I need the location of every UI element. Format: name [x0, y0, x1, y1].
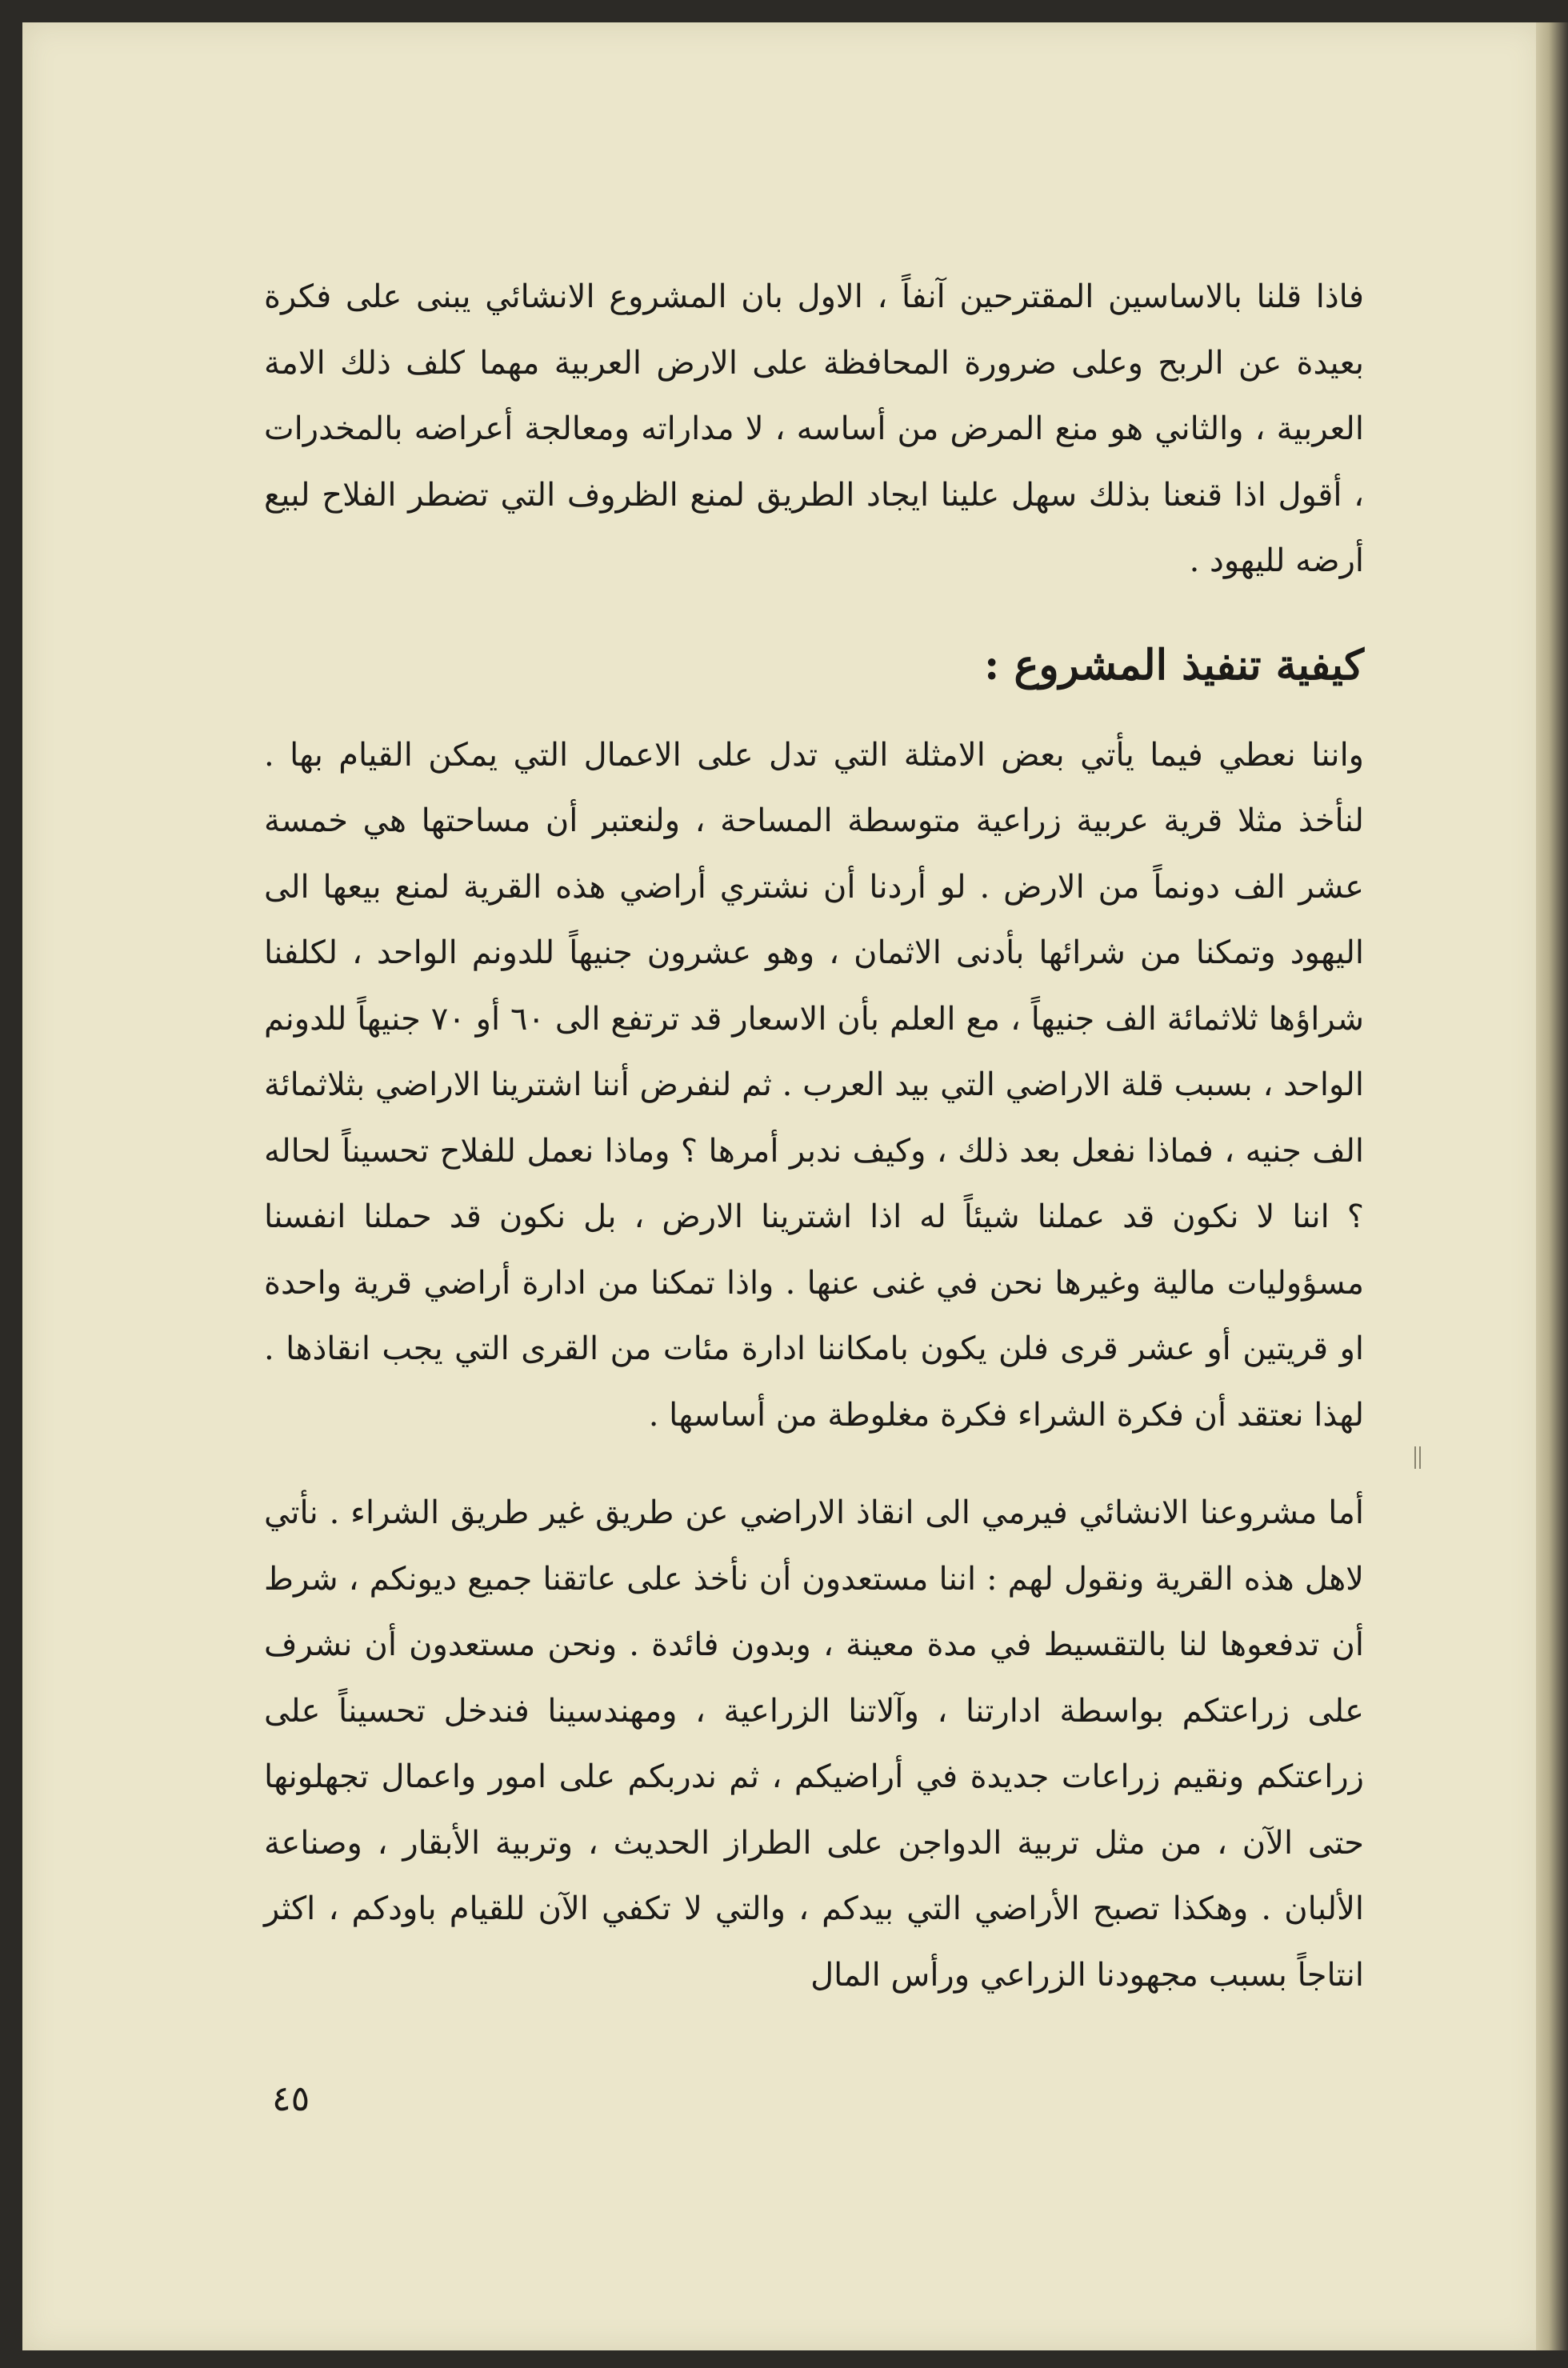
book-spine-edge [1536, 22, 1568, 2350]
paragraph-intro: فاذا قلنا بالاساسين المقترحين آنفاً ، الاول بان المشروع الانشائي يبنى على فكرة بعيدة عن الربح وعلى ضرورة المحافظة على الارض العربية مهما كلف ذلك الامة العربية ، والثاني هو منع المرض من أساسه ، لا مداراته ومعالجة أعراضه بالمخدرات ، أقول اذا قنعنا بذلك سهل علينا ايجاد الطريق لمنع الظروف التي تضطر الفلاح لبيع أرضه لليهود . [264, 278, 1364, 579]
paragraph-project: أما مشروعنا الانشائي فيرمي الى انقاذ الاراضي عن طريق غير طريق الشراء . نأتي لاهل هذه القرية ونقول لهم : اننا مستعدون أن نأخذ على عاتقنا جميع ديونكم ، شرط أن تدفعوها لنا بالتقسيط في مدة معينة ، وبدون فائدة . ونحن مستعدون أن نشرف على زراعتكم بواسطة ادارتنا ، وآلاتنا الزراعية ، ومهندسينا فندخل تحسيناً على زراعتكم ونقيم زراعات جديدة في أراضيكم ، ثم ندربكم على امور واعمال تجهلونها حتى الآن ، من مثل تربية الدواجن على الطراز الحديث ، وتربية الأبقار ، وصناعة الألبان . وهكذا تصبح الأراضي التي بيدكم ، والتي لا تكفي الآن للقيام باودكم ، اكثر انتاجاً بسبب مجهودنا الزراعي ورأس المال [264, 1494, 1364, 1994]
section-heading: كيفية تنفيذ المشروع : [984, 640, 1364, 690]
page-body [264, 264, 1364, 2008]
paragraph-examples: واننا نعطي فيما يأتي بعض الامثلة التي تدل على الاعمال التي يمكن القيام بها . لنأخذ مثلا قرية عربية زراعية متوسطة المساحة ، ولنعتبر أن مساحتها هي خمسة عشر الف دونماً من الارض . لو أردنا أن نشتري أراضي هذه القرية لمنع بيعها الى اليهود وتمكنا من شرائها بأدنى الاثمان ، وهو عشرون جنيهاً للدونم الواحد ، لكلفنا شراؤها ثلاثمائة الف جنيهاً ، مع العلم بأن الاسعار قد ترتفع الى ٦٠ أو ٧٠ جنيهاً للدونم الواحد ، بسبب قلة الاراضي التي بيد العرب . ثم لنفرض أننا اشترينا الاراضي بثلاثمائة الف جنيه ، فماذا نفعل بعد ذلك ، وكيف ندبر أمرها ؟ وماذا نعمل للفلاح تحسيناً لحاله ؟ اننا لا نكون قد عملنا شيئاً له اذا اشترينا الارض ، بل نكون قد حملنا انفسنا مسؤوليات مالية وغيرها نحن في غنى عنها . واذا تمكنا من ادارة أراضي قرية واحدة او قريتين أو عشر قرى فلن يكون بامكاننا ادارة مئات من القرى التي يجب انقاذها . لهذا نعتقد أن فكرة الشراء فكرة مغلوطة من أساسها . [264, 736, 1364, 1434]
margin-mark [1414, 1446, 1421, 1469]
page-number: ٤٥ [272, 2078, 310, 2119]
